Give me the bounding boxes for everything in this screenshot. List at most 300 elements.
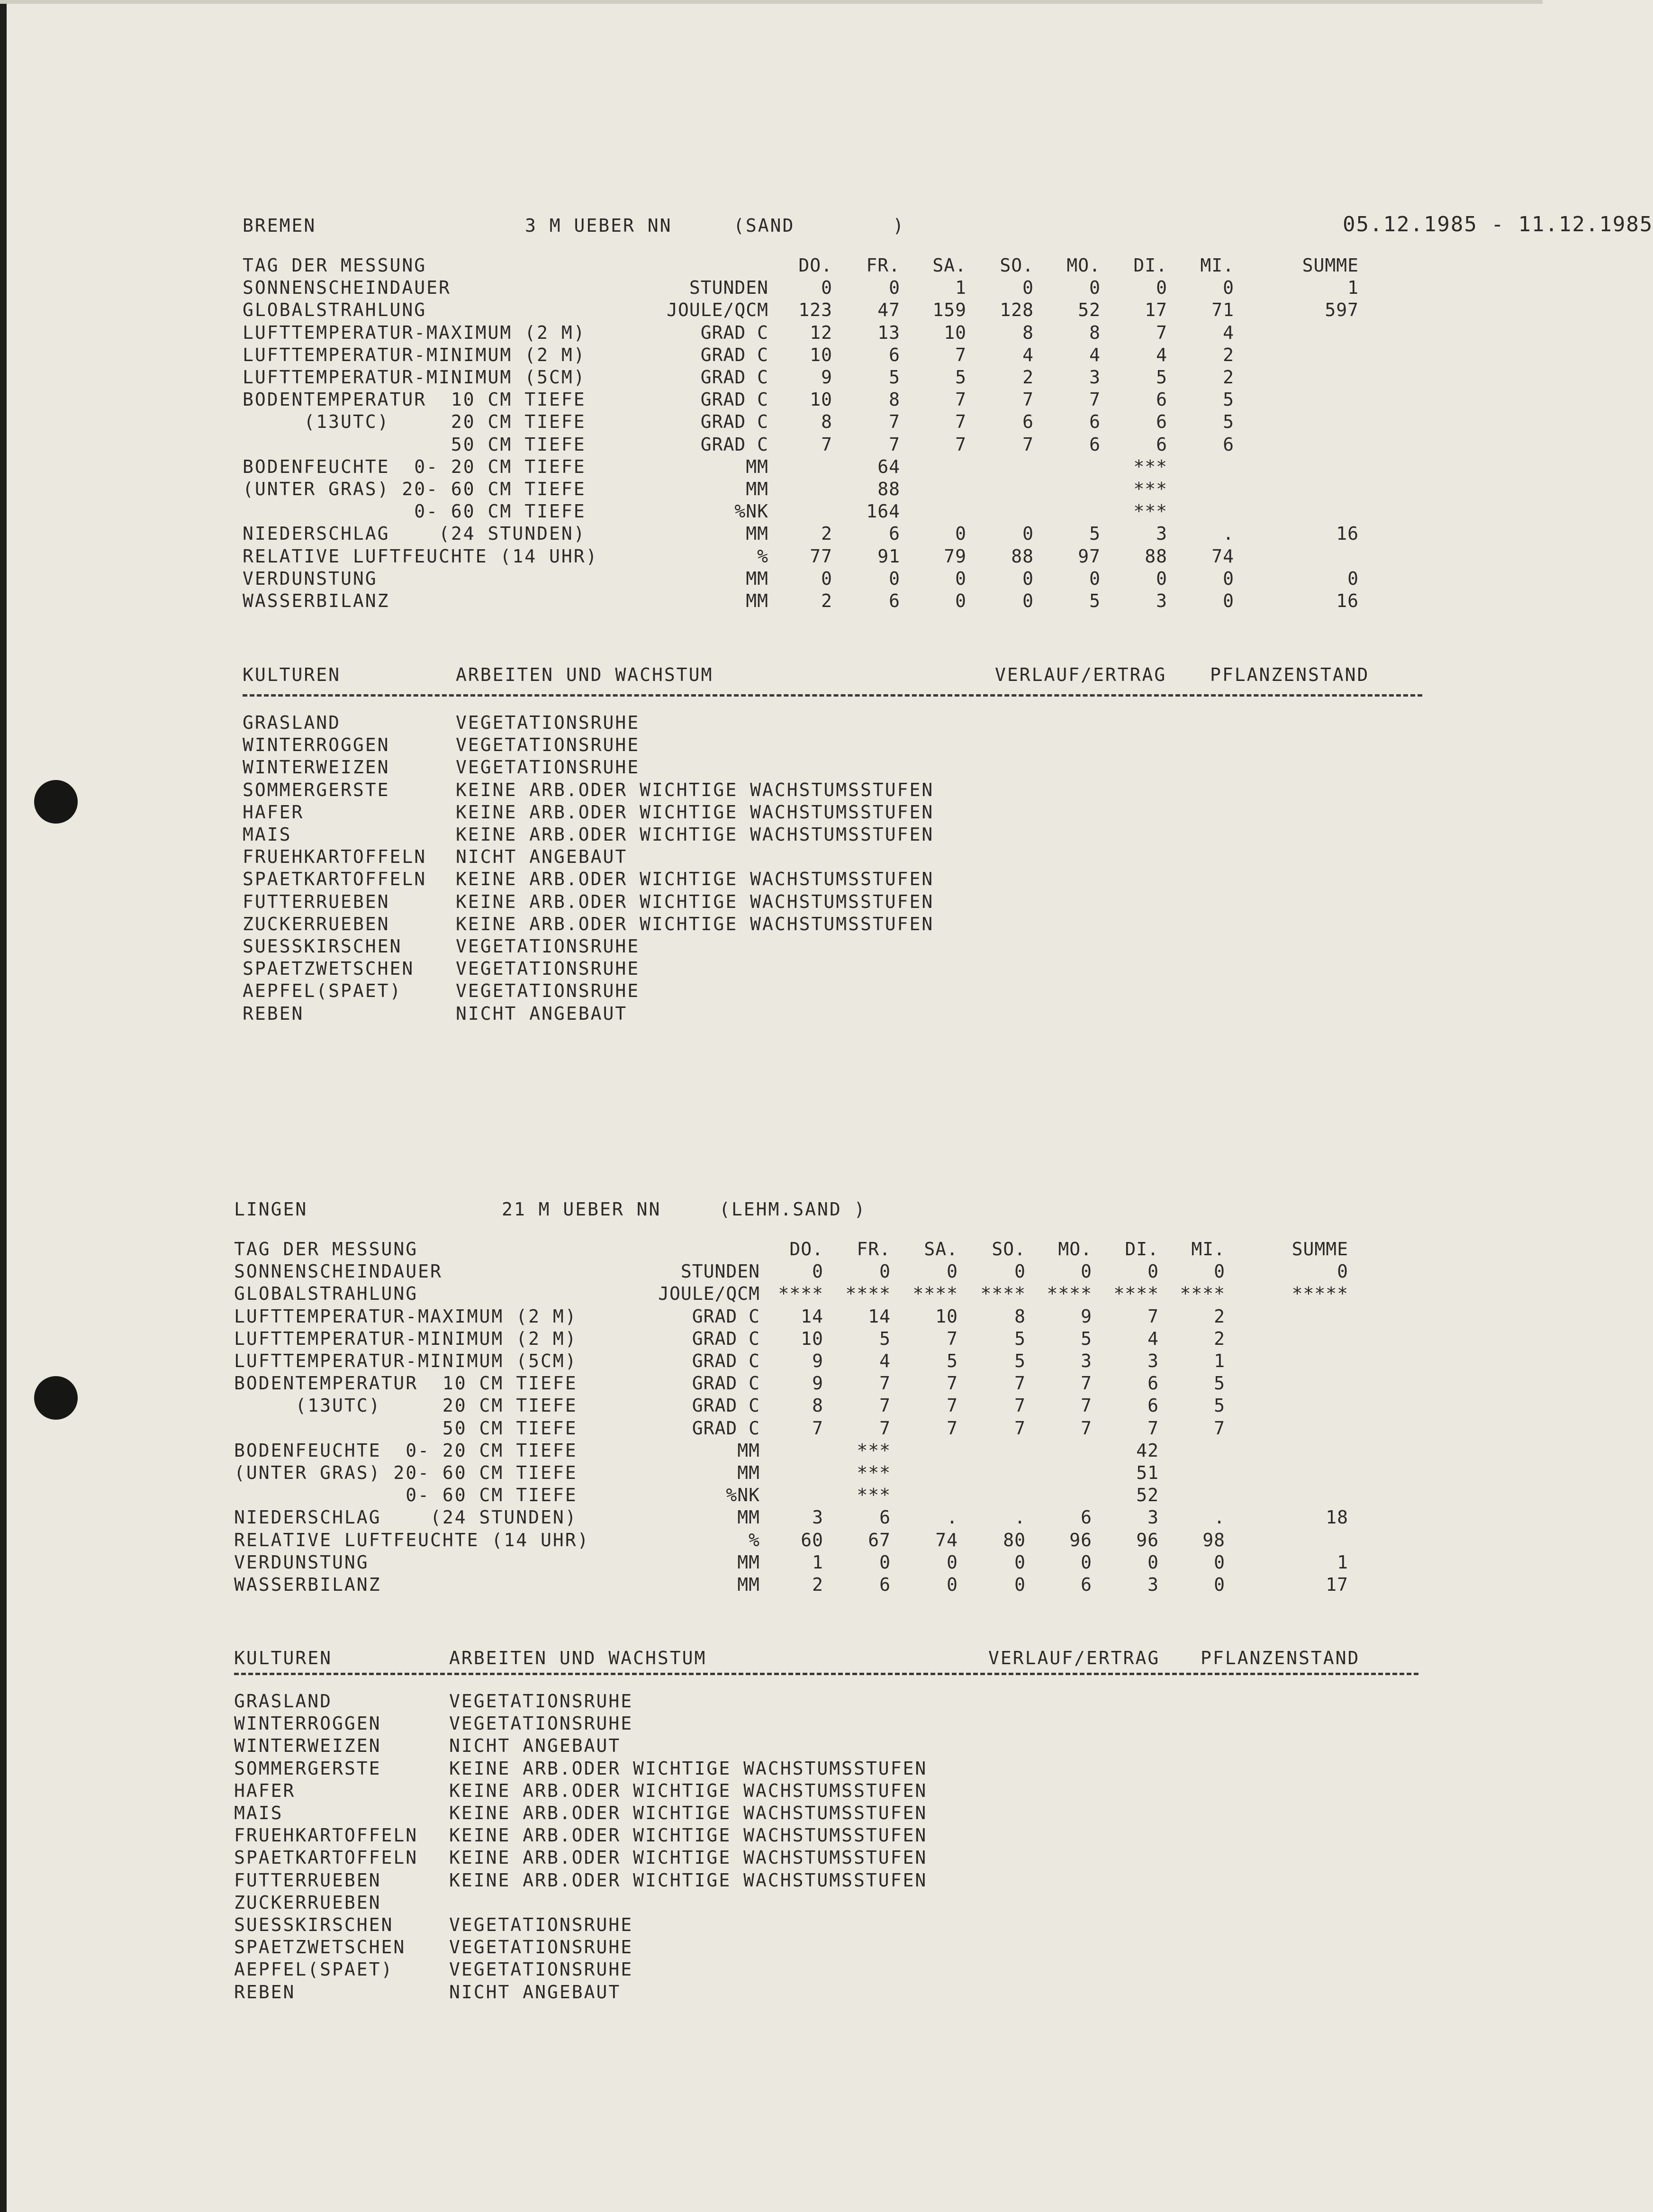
- table-cell: 0: [1081, 1261, 1092, 1282]
- table-cell: 7: [879, 1417, 891, 1439]
- table-cell: 3: [1147, 1507, 1159, 1528]
- measurement-unit: GRAD C: [692, 1351, 760, 1371]
- table-cell: 5: [1214, 1373, 1225, 1394]
- table-cell: 7: [1014, 1395, 1026, 1416]
- table-cell: 0: [1022, 590, 1034, 611]
- table-cell: 8: [812, 1395, 823, 1416]
- measurement-unit: GRAD C: [692, 1305, 760, 1327]
- crop-status: VEGETATIONSRUHE: [456, 734, 640, 756]
- table-cell: 0: [1022, 277, 1034, 299]
- crop-name: AEPFEL(SPAET): [234, 1959, 394, 1980]
- crop-name: SPAETKARTOFFELN: [243, 869, 427, 890]
- crops-header-kulturen: KULTUREN: [234, 1648, 333, 1668]
- table-cell: .: [1214, 1507, 1225, 1528]
- crop-status: KEINE ARB.ODER WICHTIGE WACHSTUMSSTUFEN: [449, 1780, 928, 1801]
- table-cell: 0: [1014, 1261, 1026, 1282]
- table-cell: 5: [1014, 1328, 1026, 1349]
- sum-cell: 0: [1337, 1261, 1348, 1282]
- sum-header: SUMME: [1292, 1239, 1348, 1260]
- table-cell: 80: [1003, 1529, 1026, 1550]
- table-cell: 91: [877, 545, 900, 567]
- table-cell: 74: [935, 1529, 958, 1550]
- table-cell: 71: [1211, 299, 1234, 321]
- table-cell: 97: [1078, 545, 1101, 567]
- dashed-divider: [234, 1673, 1418, 1675]
- sum-cell: 1: [1347, 277, 1359, 299]
- table-cell: 4: [1147, 1328, 1159, 1349]
- crop-name: HAFER: [234, 1780, 296, 1801]
- measurement-unit: %NK: [726, 1485, 760, 1506]
- measurement-unit: %: [757, 545, 768, 567]
- page-binding-edge: [0, 0, 7, 2212]
- table-cell: 51: [1136, 1462, 1159, 1483]
- table-cell: 52: [1078, 299, 1101, 321]
- punch-hole: [34, 780, 78, 824]
- table-cell: 88: [1145, 545, 1167, 567]
- table-cell: ****: [845, 1283, 891, 1305]
- table-cell: 4: [879, 1351, 891, 1371]
- table-cell: 98: [1202, 1529, 1225, 1550]
- table-header-label: TAG DER MESSUNG: [234, 1239, 418, 1260]
- table-cell: ****: [1180, 1283, 1225, 1305]
- day-header: SA.: [924, 1239, 958, 1260]
- crop-status: NICHT ANGEBAUT: [449, 1735, 621, 1757]
- table-cell: 9: [1081, 1305, 1092, 1327]
- table-cell: 2: [821, 523, 832, 544]
- table-cell: 8: [821, 411, 832, 433]
- table-cell: 6: [1081, 1574, 1092, 1595]
- table-cell: 2: [1223, 367, 1234, 388]
- sum-cell: *****: [1292, 1283, 1348, 1305]
- table-cell: 5: [1089, 523, 1101, 544]
- crop-name: SOMMERGERSTE: [243, 779, 390, 800]
- table-cell: 0: [879, 1551, 891, 1573]
- table-cell: ****: [1047, 1283, 1092, 1305]
- table-cell: 7: [955, 411, 967, 433]
- table-cell: 7: [1147, 1417, 1159, 1439]
- table-cell: 8: [889, 389, 900, 410]
- day-header: DI.: [1125, 1239, 1159, 1260]
- measurement-label: NIEDERSCHLAG (24 STUNDEN): [243, 523, 586, 544]
- table-cell: 0: [955, 590, 967, 611]
- table-cell: 0: [879, 1261, 891, 1282]
- day-header: SO.: [1000, 255, 1034, 276]
- crop-name: MAIS: [234, 1803, 283, 1823]
- sum-cell: 18: [1326, 1507, 1348, 1528]
- crop-status: KEINE ARB.ODER WICHTIGE WACHSTUMSSTUFEN: [449, 1758, 928, 1779]
- table-cell: 10: [944, 322, 967, 343]
- table-cell: 79: [944, 545, 967, 567]
- station-elevation: 3 M UEBER NN: [525, 215, 672, 236]
- crop-status: NICHT ANGEBAUT: [456, 846, 628, 868]
- table-cell: 0: [1014, 1551, 1026, 1573]
- crop-status: VEGETATIONSRUHE: [456, 712, 640, 733]
- measurement-unit: MM: [737, 1551, 760, 1573]
- day-header: SO.: [992, 1239, 1026, 1260]
- table-cell: 74: [1211, 545, 1234, 567]
- table-cell: 9: [812, 1373, 823, 1394]
- measurement-label: WASSERBILANZ: [243, 590, 390, 611]
- measurement-label: 50 CM TIEFE: [243, 434, 586, 455]
- measurement-unit: GRAD C: [692, 1328, 760, 1349]
- crop-status: KEINE ARB.ODER WICHTIGE WACHSTUMSSTUFEN: [456, 824, 934, 845]
- measurement-unit: JOULE/QCM: [658, 1283, 760, 1305]
- table-cell: 14: [801, 1305, 823, 1327]
- measurement-unit: MM: [746, 590, 768, 611]
- crop-name: FRUEHKARTOFFELN: [243, 846, 427, 868]
- table-cell: 5: [889, 367, 900, 388]
- table-cell: 60: [801, 1529, 823, 1550]
- sum-cell: 16: [1336, 590, 1359, 611]
- table-cell: 164: [866, 501, 900, 522]
- table-cell: 0: [1214, 1261, 1225, 1282]
- table-cell: 2: [821, 590, 832, 611]
- table-cell: 0: [1147, 1261, 1159, 1282]
- table-cell: 14: [868, 1305, 891, 1327]
- crop-status: KEINE ARB.ODER WICHTIGE WACHSTUMSSTUFEN: [456, 891, 934, 912]
- measurement-unit: MM: [746, 568, 768, 589]
- table-cell: 2: [1214, 1328, 1225, 1349]
- measurement-unit: GRAD C: [700, 434, 768, 455]
- table-cell: 7: [1081, 1417, 1092, 1439]
- table-cell: 3: [1156, 523, 1167, 544]
- table-cell: 6: [1089, 411, 1101, 433]
- crop-status: VEGETATIONSRUHE: [449, 1959, 633, 1980]
- table-cell: 0: [1081, 1551, 1092, 1573]
- table-cell: .: [1014, 1507, 1026, 1528]
- table-cell: ****: [778, 1283, 823, 1305]
- measurement-label: SONNENSCHEINDAUER: [243, 277, 451, 299]
- table-cell: 96: [1136, 1529, 1159, 1550]
- table-cell: 6: [1156, 411, 1167, 433]
- table-cell: 42: [1136, 1440, 1159, 1461]
- measurement-label: VERDUNSTUNG: [243, 568, 378, 589]
- table-cell: 7: [955, 344, 967, 365]
- measurement-label: RELATIVE LUFTFEUCHTE (14 UHR): [234, 1529, 590, 1550]
- table-cell: ***: [1133, 479, 1167, 499]
- table-cell: 7: [1147, 1305, 1159, 1327]
- measurement-label: (13UTC) 20 CM TIEFE: [243, 411, 586, 433]
- day-header: MO.: [1066, 255, 1101, 276]
- table-cell: 0: [947, 1261, 958, 1282]
- measurement-unit: STUNDEN: [680, 1261, 760, 1282]
- table-cell: 7: [1022, 434, 1034, 455]
- measurement-unit: JOULE/QCM: [667, 299, 768, 321]
- table-cell: 6: [889, 344, 900, 365]
- crop-name: REBEN: [234, 1981, 296, 2003]
- table-cell: 7: [1081, 1395, 1092, 1416]
- table-cell: 64: [877, 456, 900, 477]
- crop-name: SOMMERGERSTE: [234, 1758, 381, 1779]
- table-cell: 0: [1156, 568, 1167, 589]
- sum-cell: 0: [1347, 568, 1359, 589]
- table-cell: 1: [1214, 1351, 1225, 1371]
- crop-name: SPAETZWETSCHEN: [234, 1937, 406, 1958]
- table-cell: 7: [889, 411, 900, 433]
- table-cell: 0: [821, 277, 832, 299]
- table-cell: 13: [877, 322, 900, 343]
- measurement-unit: MM: [746, 456, 768, 477]
- table-cell: 67: [868, 1529, 891, 1550]
- crop-name: WINTERWEIZEN: [243, 757, 390, 778]
- table-cell: 6: [1147, 1373, 1159, 1394]
- crop-name: AEPFEL(SPAET): [243, 980, 402, 1002]
- day-header: MI.: [1200, 255, 1234, 276]
- table-cell: 88: [877, 479, 900, 499]
- table-cell: 4: [1156, 344, 1167, 365]
- table-cell: 7: [1089, 389, 1101, 410]
- table-cell: 0: [812, 1261, 823, 1282]
- table-cell: 52: [1136, 1485, 1159, 1506]
- table-cell: ***: [1133, 501, 1167, 522]
- table-cell: .: [947, 1507, 958, 1528]
- table-cell: ****: [912, 1283, 958, 1305]
- table-cell: 6: [1147, 1395, 1159, 1416]
- table-cell: 8: [1089, 322, 1101, 343]
- table-cell: 5: [1081, 1328, 1092, 1349]
- station-name: LINGEN: [234, 1199, 308, 1220]
- punch-hole: [34, 1376, 78, 1420]
- table-cell: 6: [1022, 411, 1034, 433]
- table-cell: 0: [821, 568, 832, 589]
- table-cell: 9: [821, 367, 832, 388]
- crop-status: VEGETATIONSRUHE: [456, 757, 640, 778]
- table-cell: 0: [889, 568, 900, 589]
- measurement-label: LUFTTEMPERATUR-MINIMUM (2 M): [234, 1328, 578, 1349]
- table-cell: 3: [1156, 590, 1167, 611]
- table-cell: 7: [812, 1417, 823, 1439]
- measurement-label: 50 CM TIEFE: [234, 1417, 578, 1439]
- station-soil: (SAND ): [733, 215, 905, 236]
- measurement-label: GLOBALSTRAHLUNG: [234, 1283, 418, 1305]
- measurement-label: (UNTER GRAS) 20- 60 CM TIEFE: [234, 1462, 578, 1483]
- measurement-unit: MM: [737, 1574, 760, 1595]
- table-cell: 4: [1022, 344, 1034, 365]
- crop-name: WINTERROGGEN: [234, 1713, 381, 1734]
- sum-cell: 597: [1325, 299, 1359, 321]
- crop-name: ZUCKERRUEBEN: [234, 1892, 381, 1913]
- measurement-unit: GRAD C: [700, 367, 768, 388]
- measurement-unit: GRAD C: [692, 1395, 760, 1416]
- table-cell: 6: [879, 1507, 891, 1528]
- table-cell: 2: [1223, 344, 1234, 365]
- table-cell: 96: [1069, 1529, 1092, 1550]
- table-cell: 17: [1145, 299, 1167, 321]
- crop-name: REBEN: [243, 1003, 304, 1024]
- crop-name: FRUEHKARTOFFELN: [234, 1825, 418, 1846]
- station-elevation: 21 M UEBER NN: [502, 1199, 661, 1220]
- table-cell: ***: [1133, 456, 1167, 477]
- table-cell: 0: [1089, 568, 1101, 589]
- measurement-label: LUFTTEMPERATUR-MINIMUM (5CM): [243, 367, 586, 388]
- measurement-unit: MM: [746, 479, 768, 499]
- table-cell: 6: [889, 590, 900, 611]
- table-cell: 0: [947, 1574, 958, 1595]
- day-header: SA.: [932, 255, 967, 276]
- table-cell: 5: [1214, 1395, 1225, 1416]
- table-header-label: TAG DER MESSUNG: [243, 255, 427, 276]
- table-cell: 2: [1214, 1305, 1225, 1327]
- crop-status: KEINE ARB.ODER WICHTIGE WACHSTUMSSTUFEN: [449, 1869, 928, 1891]
- crop-status: NICHT ANGEBAUT: [456, 1003, 628, 1024]
- table-cell: 7: [1014, 1417, 1026, 1439]
- table-cell: 77: [810, 545, 832, 567]
- table-cell: 0: [889, 277, 900, 299]
- station-name: BREMEN: [243, 215, 316, 236]
- crop-name: FUTTERRUEBEN: [234, 1869, 381, 1891]
- table-cell: 0: [1214, 1551, 1225, 1573]
- measurement-label: LUFTTEMPERATUR-MINIMUM (5CM): [234, 1351, 578, 1371]
- table-cell: 7: [1081, 1373, 1092, 1394]
- measurement-label: SONNENSCHEINDAUER: [234, 1261, 443, 1282]
- table-cell: 8: [1022, 322, 1034, 343]
- table-cell: 0: [1014, 1574, 1026, 1595]
- table-cell: 0: [1022, 568, 1034, 589]
- table-cell: ***: [857, 1485, 891, 1506]
- crop-status: KEINE ARB.ODER WICHTIGE WACHSTUMSSTUFEN: [449, 1847, 928, 1868]
- crop-name: MAIS: [243, 824, 292, 845]
- table-cell: 6: [1156, 434, 1167, 455]
- table-cell: 1: [812, 1551, 823, 1573]
- table-cell: 5: [1223, 411, 1234, 433]
- table-cell: 0: [955, 568, 967, 589]
- table-cell: 7: [1022, 389, 1034, 410]
- crop-status: NICHT ANGEBAUT: [449, 1981, 621, 2003]
- crop-name: SPAETKARTOFFELN: [234, 1847, 418, 1868]
- measurement-label: BODENTEMPERATUR 10 CM TIEFE: [234, 1373, 578, 1394]
- table-cell: 3: [1089, 367, 1101, 388]
- table-cell: 5: [955, 367, 967, 388]
- table-cell: 123: [798, 299, 832, 321]
- table-cell: 7: [955, 434, 967, 455]
- table-cell: 0: [955, 523, 967, 544]
- table-cell: 5: [1156, 367, 1167, 388]
- sum-header: SUMME: [1302, 255, 1359, 276]
- crops-header-verlauf: VERLAUF/ERTRAG: [995, 664, 1167, 685]
- crops-header-arbeiten: ARBEITEN UND WACHSTUM: [456, 664, 714, 685]
- table-cell: ****: [1113, 1283, 1159, 1305]
- crop-status: KEINE ARB.ODER WICHTIGE WACHSTUMSSTUFEN: [456, 869, 934, 890]
- crop-status: VEGETATIONSRUHE: [449, 1691, 633, 1712]
- measurement-label: BODENFEUCHTE 0- 20 CM TIEFE: [234, 1440, 578, 1461]
- crop-name: WINTERWEIZEN: [234, 1735, 381, 1757]
- measurement-label: (UNTER GRAS) 20- 60 CM TIEFE: [243, 479, 586, 499]
- dashed-divider: [243, 694, 1422, 697]
- table-cell: 1: [955, 277, 967, 299]
- table-cell: 10: [935, 1305, 958, 1327]
- table-cell: 47: [877, 299, 900, 321]
- measurement-label: NIEDERSCHLAG (24 STUNDEN): [234, 1507, 578, 1528]
- sum-cell: 17: [1326, 1574, 1348, 1595]
- table-cell: 6: [879, 1574, 891, 1595]
- table-cell: ***: [857, 1462, 891, 1483]
- table-cell: 7: [821, 434, 832, 455]
- sum-cell: 1: [1337, 1551, 1348, 1573]
- crop-name: FUTTERRUEBEN: [243, 891, 390, 912]
- crops-header-kulturen: KULTUREN: [243, 664, 341, 685]
- measurement-label: RELATIVE LUFTFEUCHTE (14 UHR): [243, 545, 598, 567]
- day-header: MI.: [1191, 1239, 1225, 1260]
- table-cell: 3: [812, 1507, 823, 1528]
- table-cell: 0: [1089, 277, 1101, 299]
- measurement-label: (13UTC) 20 CM TIEFE: [234, 1395, 578, 1416]
- crop-status: VEGETATIONSRUHE: [456, 980, 640, 1002]
- measurement-unit: GRAD C: [692, 1373, 760, 1394]
- crop-status: VEGETATIONSRUHE: [456, 936, 640, 957]
- table-cell: 7: [889, 434, 900, 455]
- table-cell: 12: [810, 322, 832, 343]
- table-cell: 6: [1081, 1507, 1092, 1528]
- table-cell: 10: [810, 344, 832, 365]
- table-cell: 6: [1223, 434, 1234, 455]
- crops-header-verlauf: VERLAUF/ERTRAG: [988, 1648, 1160, 1668]
- page-top-edge: [0, 0, 1543, 4]
- crop-name: WINTERROGGEN: [243, 734, 390, 756]
- table-cell: 0: [1156, 277, 1167, 299]
- measurement-label: LUFTTEMPERATUR-MINIMUM (2 M): [243, 344, 586, 365]
- table-cell: 0: [1022, 523, 1034, 544]
- measurement-label: 0- 60 CM TIEFE: [234, 1485, 578, 1506]
- crop-name: SUESSKIRSCHEN: [243, 936, 402, 957]
- day-header: DI.: [1133, 255, 1167, 276]
- measurement-label: WASSERBILANZ: [234, 1574, 381, 1595]
- table-cell: 2: [812, 1574, 823, 1595]
- crop-name: SPAETZWETSCHEN: [243, 958, 415, 979]
- table-cell: 7: [1214, 1417, 1225, 1439]
- measurement-unit: GRAD C: [700, 322, 768, 343]
- crop-status: VEGETATIONSRUHE: [456, 958, 640, 979]
- crop-status: KEINE ARB.ODER WICHTIGE WACHSTUMSSTUFEN: [449, 1803, 928, 1823]
- day-header: FR.: [857, 1239, 891, 1260]
- crop-status: KEINE ARB.ODER WICHTIGE WACHSTUMSSTUFEN: [449, 1825, 928, 1846]
- table-cell: 4: [1089, 344, 1101, 365]
- measurement-label: BODENTEMPERATUR 10 CM TIEFE: [243, 389, 586, 410]
- measurement-label: LUFTTEMPERATUR-MAXIMUM (2 M): [234, 1305, 578, 1327]
- table-cell: 6: [1089, 434, 1101, 455]
- measurement-unit: %NK: [734, 501, 768, 522]
- measurement-unit: GRAD C: [700, 411, 768, 433]
- measurement-unit: %: [749, 1529, 760, 1550]
- table-cell: 0: [1214, 1574, 1225, 1595]
- day-header: DO.: [798, 255, 832, 276]
- crop-name: HAFER: [243, 801, 304, 823]
- table-cell: 2: [1022, 367, 1034, 388]
- table-cell: 0: [1223, 568, 1234, 589]
- table-cell: 5: [1089, 590, 1101, 611]
- measurement-label: 0- 60 CM TIEFE: [243, 501, 586, 522]
- table-cell: 10: [810, 389, 832, 410]
- measurement-label: BODENFEUCHTE 0- 20 CM TIEFE: [243, 456, 586, 477]
- table-cell: 5: [879, 1328, 891, 1349]
- table-cell: .: [1223, 523, 1234, 544]
- measurement-unit: MM: [746, 523, 768, 544]
- day-header: MO.: [1058, 1239, 1092, 1260]
- crop-name: GRASLAND: [234, 1691, 333, 1712]
- table-cell: 7: [947, 1395, 958, 1416]
- table-cell: 0: [1223, 590, 1234, 611]
- table-cell: 88: [1011, 545, 1034, 567]
- day-header: DO.: [789, 1239, 823, 1260]
- measurement-unit: MM: [737, 1507, 760, 1528]
- table-cell: 10: [801, 1328, 823, 1349]
- table-cell: 159: [932, 299, 967, 321]
- crop-status: KEINE ARB.ODER WICHTIGE WACHSTUMSSTUFEN: [456, 913, 934, 934]
- crop-status: VEGETATIONSRUHE: [449, 1937, 633, 1958]
- crop-name: SUESSKIRSCHEN: [234, 1914, 394, 1935]
- table-cell: 7: [947, 1373, 958, 1394]
- measurement-label: LUFTTEMPERATUR-MAXIMUM (2 M): [243, 322, 586, 343]
- crop-status: KEINE ARB.ODER WICHTIGE WACHSTUMSSTUFEN: [456, 801, 934, 823]
